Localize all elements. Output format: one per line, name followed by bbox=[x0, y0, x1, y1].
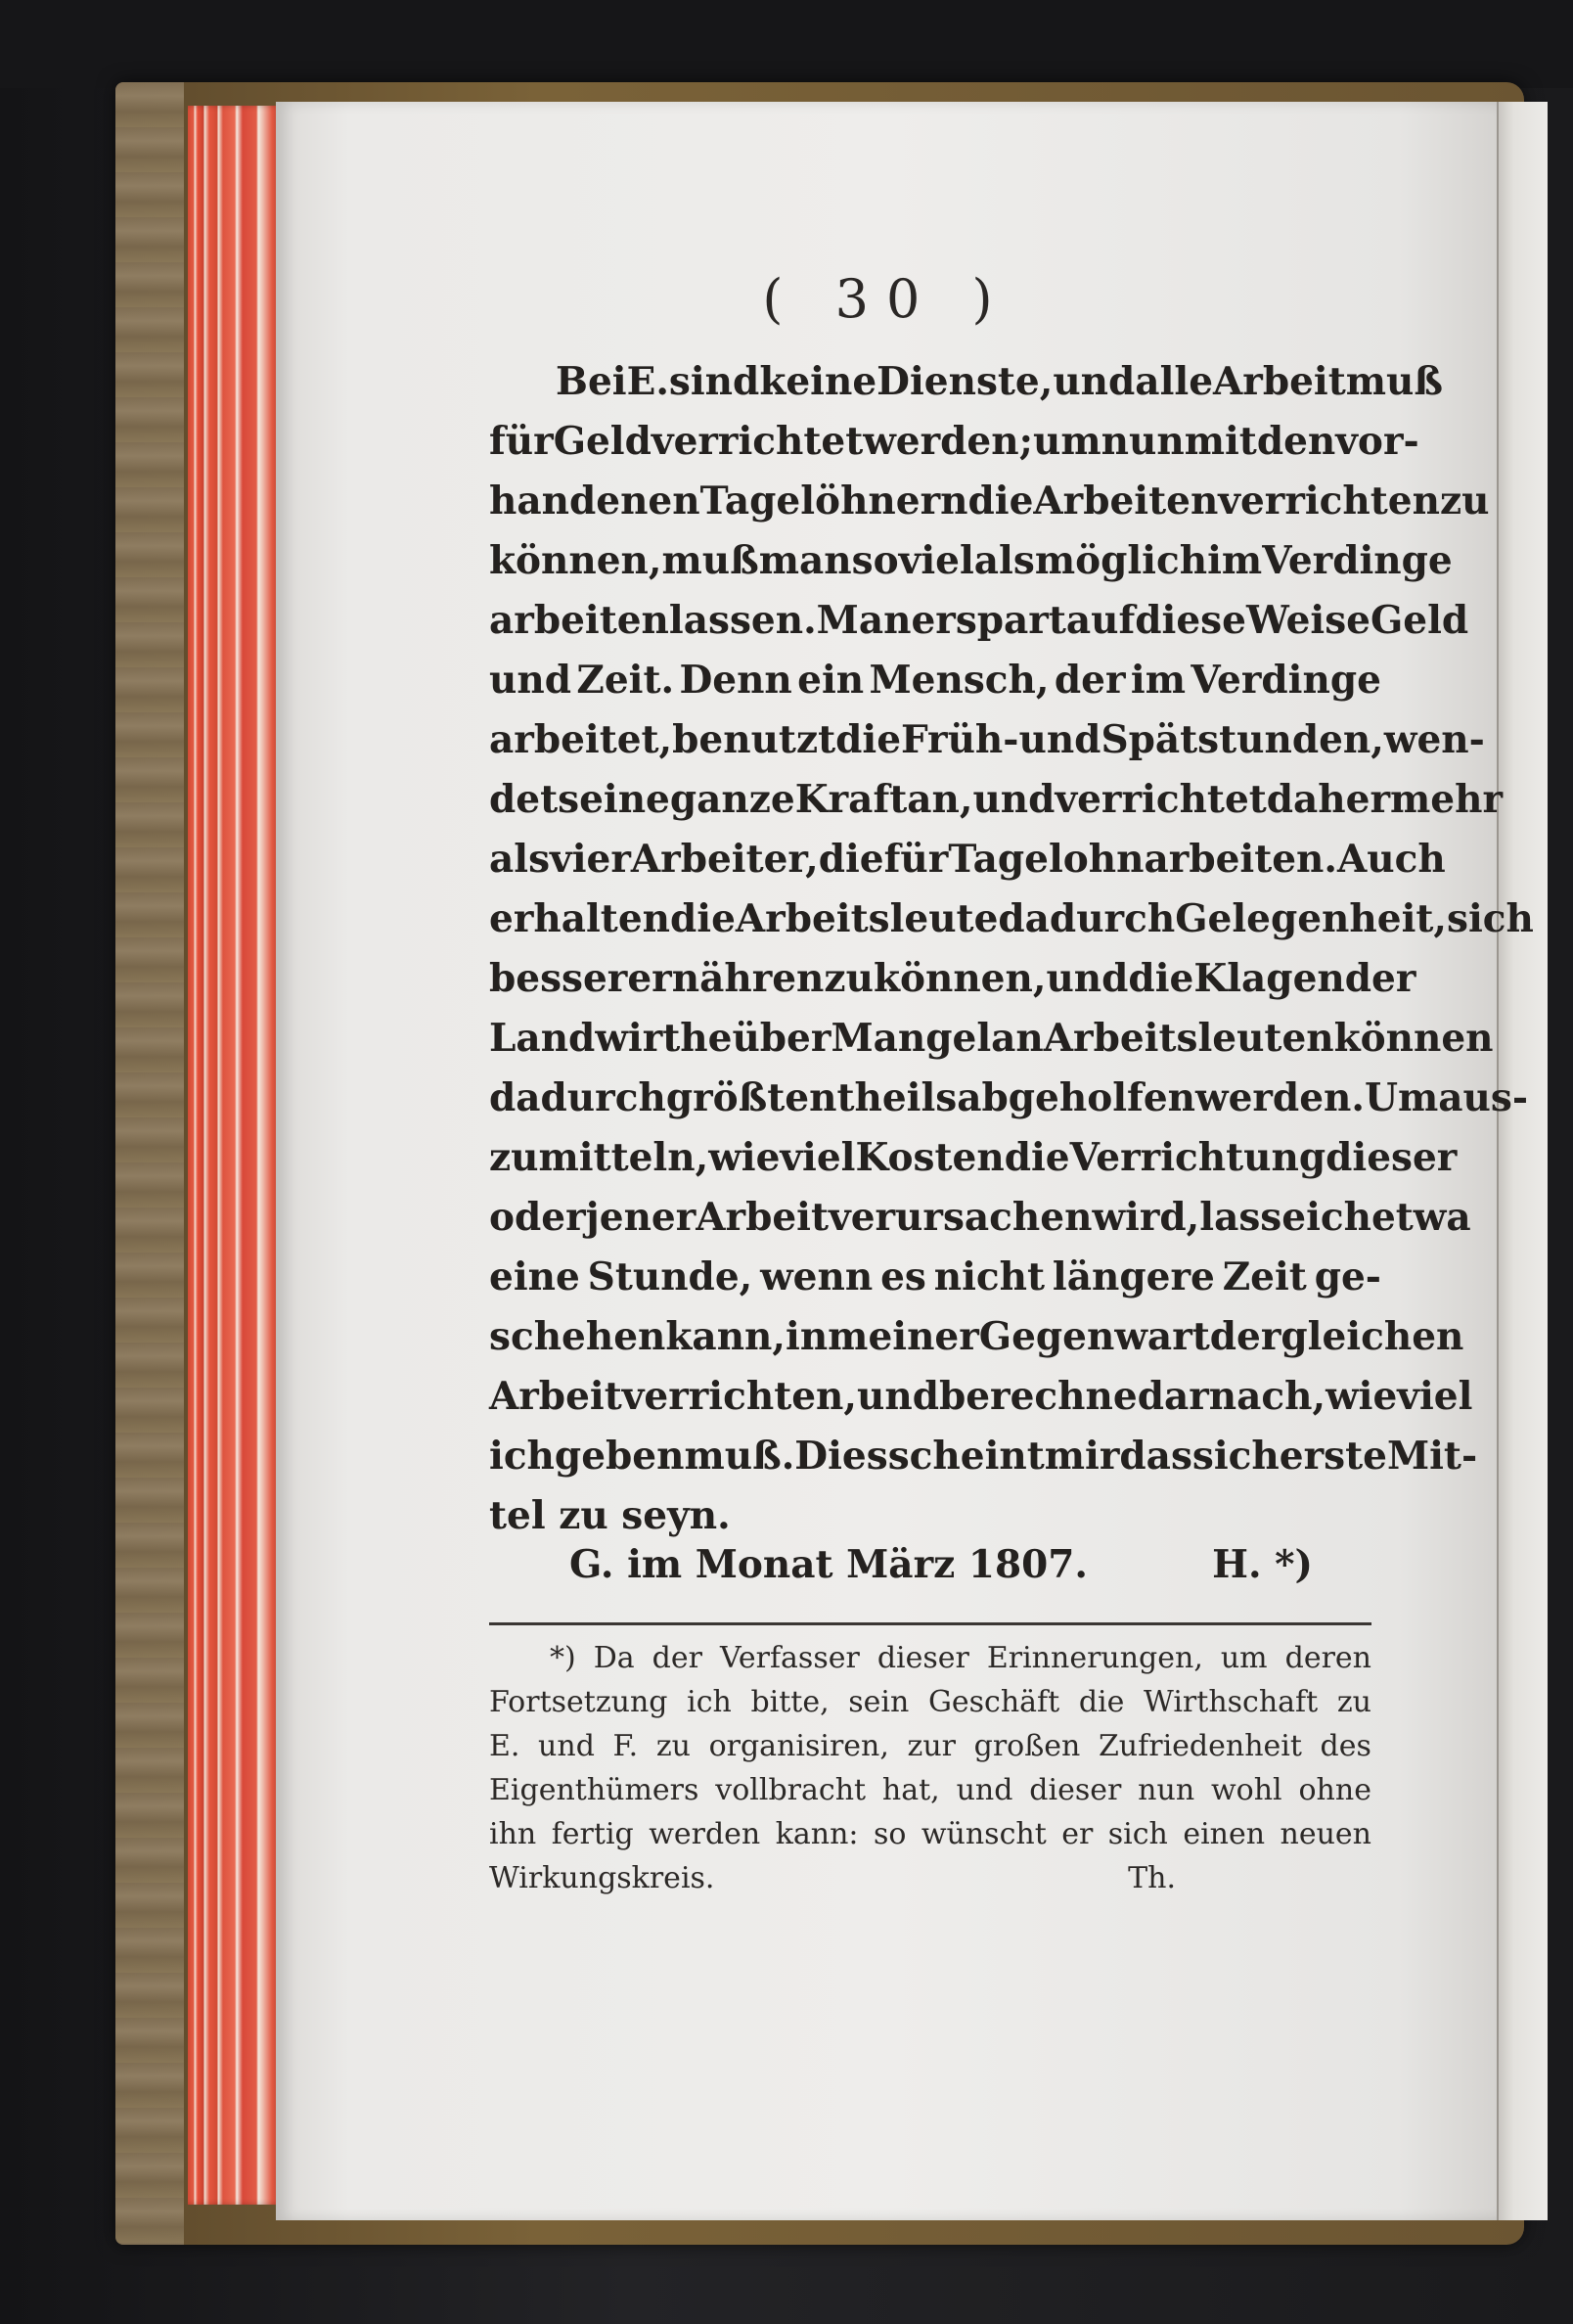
footnote-line: Fortsetzung ich bitte, sein Geschäft die Wirthschaft zu bbox=[489, 1685, 1371, 1719]
footnote-line: Wirkungskreis. Th. bbox=[489, 1861, 1176, 1895]
body-line: schehen kann, in meiner Gegenwart dergleichen bbox=[489, 1314, 1464, 1359]
signature-place-date: G. im Monat März 1807. bbox=[569, 1542, 1088, 1587]
footnote-line: *) Da der Verfasser dieser Erinnerungen, um deren bbox=[550, 1641, 1371, 1675]
body-line: und Zeit. Denn ein Mensch, der im Verdinge bbox=[489, 658, 1381, 703]
body-text bbox=[489, 352, 1534, 1546]
footnote-line: Eigenthümers vollbracht hat, und dieser nun wohl ohne bbox=[489, 1773, 1371, 1807]
cover-edge bbox=[115, 82, 184, 2245]
footnote-rule bbox=[489, 1622, 1371, 1625]
facing-page-edge bbox=[1497, 102, 1548, 2220]
body-line: ich geben muß. Dies scheint mir das sicherste Mit- bbox=[489, 1434, 1478, 1479]
body-line: als vier Arbeiter, die für Tagelohn arbeiten. Auch bbox=[489, 837, 1446, 882]
body-line: Arbeit verrichten, und berechne darnach, wie viel bbox=[489, 1374, 1473, 1419]
signature-line bbox=[569, 1542, 1313, 1587]
body-line: tel zu seyn. bbox=[489, 1493, 731, 1538]
body-line: können, muß man so viel als möglich im Verdinge bbox=[489, 538, 1453, 583]
body-line: zumitteln, wie viel Kosten die Verrichtung dieser bbox=[489, 1135, 1458, 1180]
red-page-edges bbox=[188, 106, 281, 2205]
body-line: arbeiten lassen. Man erspart auf diese Weise Geld bbox=[489, 598, 1469, 643]
body-line: erhalten die Arbeitsleute dadurch Gelegenheit, sich bbox=[489, 896, 1534, 941]
page-number: ( 30 ) bbox=[762, 268, 1011, 330]
backdrop bbox=[0, 0, 1573, 88]
body-line: Bei E. sind keine Dienste, und alle Arbeit muß bbox=[556, 359, 1444, 404]
body-line: oder jener Arbeit verursachen wird, lasse ich etwa bbox=[489, 1195, 1471, 1240]
body-line: Landwirthe über Mangel an Arbeitsleuten können bbox=[489, 1016, 1494, 1061]
body-line: eine Stunde, wenn es nicht längere Zeit ge- bbox=[489, 1254, 1381, 1299]
body-line: besser ernähren zu können, und die Klagen der bbox=[489, 956, 1416, 1001]
body-line: arbeitet, benutzt die Früh- und Spätstunden, wen- bbox=[489, 717, 1485, 762]
footnote bbox=[489, 1636, 1371, 1900]
footnote-line: ihn fertig werden kann: so wünscht er sich einen neuen bbox=[489, 1817, 1371, 1851]
body-line: det seine ganze Kraft an, und verrichtet daher mehr bbox=[489, 777, 1504, 822]
body-line: handenen Tagelöhnern die Arbeiten verrichten zu bbox=[489, 478, 1490, 524]
body-line: für Geld verrichtet werden; um nun mit den vor- bbox=[489, 419, 1419, 464]
body-line: dadurch größtentheils abgeholfen werden. Um aus- bbox=[489, 1075, 1529, 1120]
signature-author: H. *) bbox=[1212, 1542, 1313, 1587]
footnote-line: E. und F. zu organisiren, zur großen Zufriedenheit des bbox=[489, 1729, 1371, 1763]
